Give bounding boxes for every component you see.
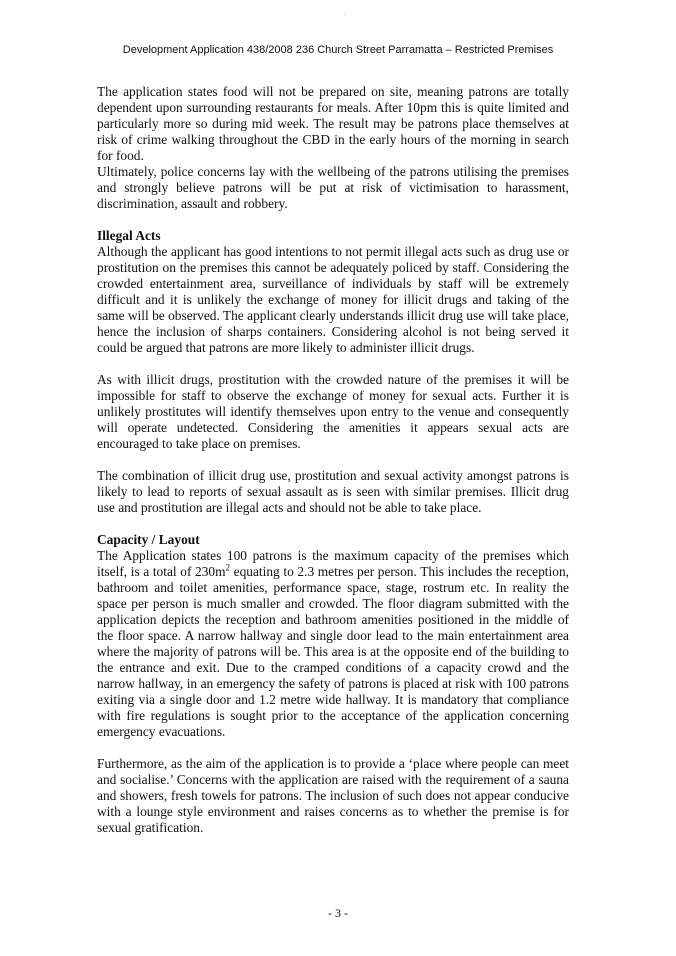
capacity-paragraph-2: Furthermore, as the aim of the application is to provide a ‘place where people can meet and socialise.’ Concerns with the application are raised with the requirement of a sauna and showers, fresh towels for patrons. The inclusion of such does not appear conducive with a lounge style environment and raises concerns as to whether the premise is for sexual gratification.: [97, 756, 569, 835]
intro-paragraph-wellbeing: Ultimately, police concerns lay with the wellbeing of the patrons utilising the premises and strongly believe patrons will be put at risk of victimisation to harassment, discrimination, assault and robbery.: [97, 164, 569, 211]
document-body: [97, 84, 569, 836]
scan-speck: [344, 14, 345, 15]
capacity-text-part-2: equating to 2.3 metres per person. This includes the reception, bathroom and toilet amenities, performance space, stage, rostrum etc. In reality the space per person is much smaller and crowded. The floor diagram submitted with the application depicts the reception and bathroom amenities positioned in the middle of the floor space. A narrow hallway and single door lead to the main entertainment area where the majority of patrons will be. This area is at the opposite end of the building to the entrance and exit. Due to the cramped conditions of a capacity crowd and the narrow hallway, in an emergency the safety of patrons is placed at risk with 100 patrons exiting via a single door and 1.2 metre wide hallway. It is mandatory that compliance with fire regulations is sought prior to the acceptance of the application concerning emergency evacuations.: [97, 564, 569, 739]
page-header: Development Application 438/2008 236 Church Street Parramatta – Restricted Premises: [122, 44, 554, 56]
intro-paragraph-food: The application states food will not be prepared on site, meaning patrons are totally dependent upon surrounding restaurants for meals. After 10pm this is quite limited and particularly more so during mid week. The result may be patrons place themselves at risk of crime walking throughout the CBD in the early hours of the morning in search for food.: [97, 84, 569, 163]
page-number: - 3 -: [328, 906, 348, 920]
illegal-acts-paragraph-3: The combination of illicit drug use, prostitution and sexual activity amongst patrons is likely to lead to reports of sexual assault as is seen with similar premises. Illicit drug use and prostitution are illegal acts and should not be able to take place.: [97, 468, 569, 515]
capacity-text-part-1: The Application states 100 patrons is the maximum capacity of the premises which itself, is a total of 230m: [97, 548, 569, 579]
capacity-paragraph-1: [97, 548, 569, 740]
section-heading-illegal-acts: Illegal Acts: [97, 228, 161, 243]
section-heading-capacity-layout: Capacity / Layout: [97, 532, 200, 547]
illegal-acts-paragraph-2: As with illicit drugs, prostitution with the crowded nature of the premises it will be impossible for staff to observe the exchange of money for sexual acts. Further it is unlikely prostitutes will identify themselves upon entry to the venue and consequently will operate undetected. Considering the amenities it appears sexual acts are encouraged to take place on premises.: [97, 372, 569, 451]
area-unit-superscript: 2: [225, 562, 231, 573]
illegal-acts-paragraph-1: Although the applicant has good intentions to not permit illegal acts such as drug use or prostitution on the premises this cannot be adequately policed by staff. Considering the crowded entertainment area, surveillance of individuals by staff will be extremely difficult and it is unlikely the exchange of money for illicit drugs and taking of the same will be observed. The applicant clearly understands illicit drug use will take place, hence the inclusion of sharps containers. Considering alcohol is not being served it could be argued that patrons are more likely to administer illicit drugs.: [97, 244, 569, 355]
